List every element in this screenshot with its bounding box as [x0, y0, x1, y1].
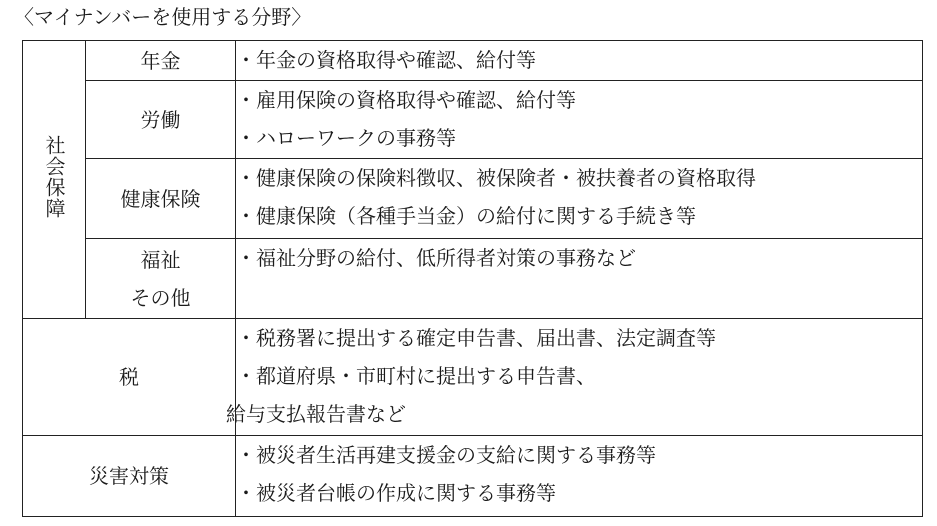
- health-insurance-description: [236, 159, 923, 239]
- subcategory-pension: 年金: [86, 41, 236, 81]
- social-security-label: 社会保障: [42, 135, 66, 219]
- table-row-labor: [23, 81, 923, 159]
- disaster-item: ・被災者生活再建支援金の支給に関する事務等: [236, 443, 656, 467]
- tax-item: ・都道府県・市町村に提出する申告書、: [236, 364, 596, 388]
- labor-item: ・ハローワークの事務等: [236, 126, 456, 150]
- labor-description: [236, 81, 923, 159]
- table-row-pension: [23, 41, 923, 81]
- labor-item: ・雇用保険の資格取得や確認、給付等: [236, 88, 576, 112]
- pension-item: ・年金の資格取得や確認、給付等: [236, 48, 536, 72]
- table-row-disaster: [23, 436, 923, 517]
- mynumber-usage-table: [22, 40, 923, 517]
- disaster-item: ・被災者台帳の作成に関する事務等: [236, 481, 556, 505]
- welfare-item: ・福祉分野の給付、低所得者対策の事務など: [236, 246, 636, 270]
- welfare-label-line-2: その他: [130, 286, 191, 310]
- welfare-label-line-1: 福祉: [140, 248, 181, 272]
- tax-description: [226, 319, 923, 436]
- disaster-description: [236, 436, 923, 517]
- subcategory-welfare: [86, 239, 236, 319]
- tax-item-continuation: 給与支払報告書など: [226, 402, 406, 426]
- category-social-security: [23, 41, 86, 319]
- page-title: 〈マイナンバーを使用する分野〉: [14, 5, 312, 29]
- category-disaster: 災害対策: [23, 436, 236, 517]
- table-row-health-insurance: [23, 159, 923, 239]
- category-tax: 税: [23, 319, 236, 436]
- table-row-tax: [23, 319, 923, 436]
- subcategory-labor: 労働: [86, 81, 236, 159]
- pension-description: [236, 41, 923, 81]
- health-insurance-item: ・健康保険（各種手当金）の給付に関する手続き等: [236, 204, 696, 228]
- table-row-welfare: [23, 239, 923, 319]
- welfare-description: [236, 239, 923, 319]
- health-insurance-item: ・健康保険の保険料徴収、被保険者・被扶養者の資格取得: [236, 166, 756, 190]
- tax-item: ・税務署に提出する確定申告書、届出書、法定調査等: [236, 326, 716, 350]
- subcategory-health-insurance: 健康保険: [86, 159, 236, 239]
